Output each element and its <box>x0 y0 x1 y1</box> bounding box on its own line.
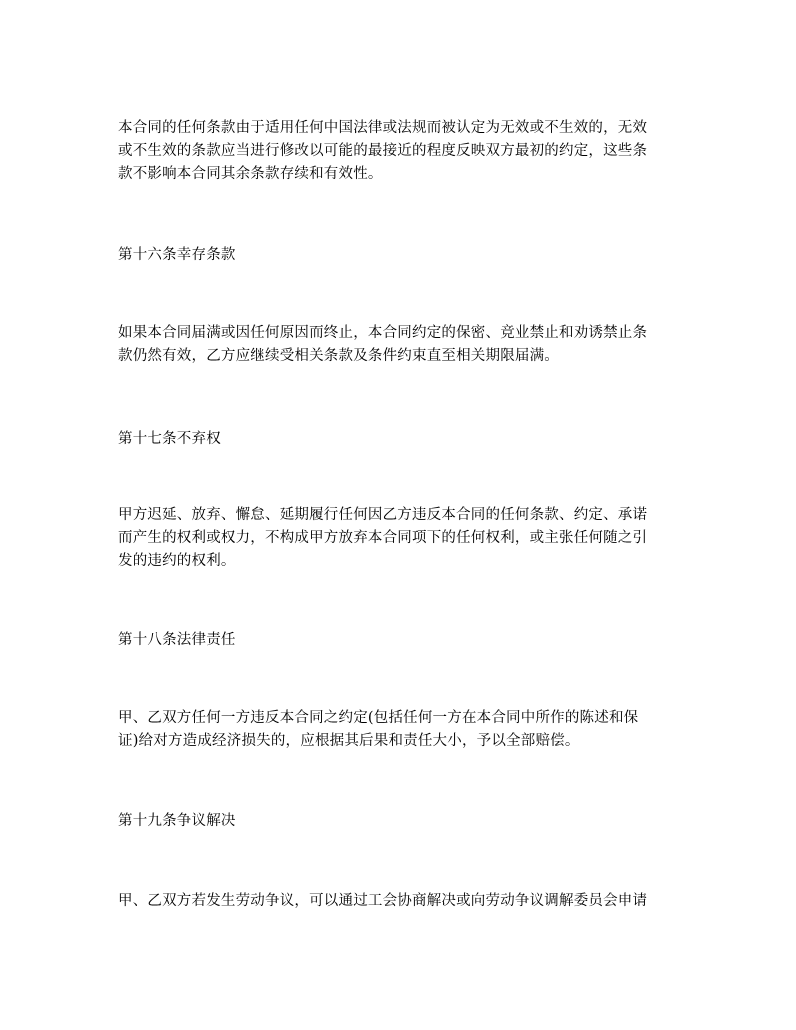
text-line: 款仍然有效，乙方应继续受相关条款及条件约束直至相关期限届满。 <box>118 348 559 364</box>
text-line: 甲、乙双方任何一方违反本合同之约定(包括任何一方在本合同中所作的陈述和保 <box>118 710 639 726</box>
section-heading: 第十七条不弃权 <box>118 431 221 447</box>
heading-article-17 <box>118 428 688 451</box>
paragraph-liability <box>118 707 688 753</box>
paragraph-invalid-clause <box>118 117 688 186</box>
text-line: 甲方迟延、放弃、懈怠、延期履行任何因乙方违反本合同的任何条款、约定、承诺 <box>118 507 648 523</box>
section-heading: 第十八条法律责任 <box>118 632 236 648</box>
paragraph-survival <box>118 322 688 368</box>
heading-article-19 <box>118 810 688 833</box>
heading-article-16 <box>118 244 688 267</box>
text-line: 或不生效的条款应当进行修改以可能的最接近的程度反映双方最初的约定，这些条 <box>118 143 648 159</box>
text-line: 如果本合同届满或因任何原因而终止，本合同约定的保密、竞业禁止和劝诱禁止条 <box>118 325 648 341</box>
section-heading: 第十六条幸存条款 <box>118 247 236 263</box>
paragraph-dispute <box>118 890 688 913</box>
section-heading: 第十九条争议解决 <box>118 813 236 829</box>
text-line: 本合同的任何条款由于适用任何中国法律或法规而被认定为无效或不生效的，无效 <box>118 120 648 136</box>
heading-article-18 <box>118 629 688 652</box>
text-line: 而产生的权利或权力，不构成甲方放弃本合同项下的任何权利，或主张任何随之引 <box>118 530 648 546</box>
text-line: 发的违约的权利。 <box>118 553 236 569</box>
text-line: 证)给对方造成经济损失的，应根据其后果和责任大小，予以全部赔偿。 <box>118 733 580 749</box>
text-line: 甲、乙双方若发生劳动争议，可以通过工会协商解决或向劳动争议调解委员会申请 <box>118 893 648 909</box>
text-line: 款不影响本合同其余条款存续和有效性。 <box>118 166 383 182</box>
paragraph-no-waiver <box>118 504 688 573</box>
